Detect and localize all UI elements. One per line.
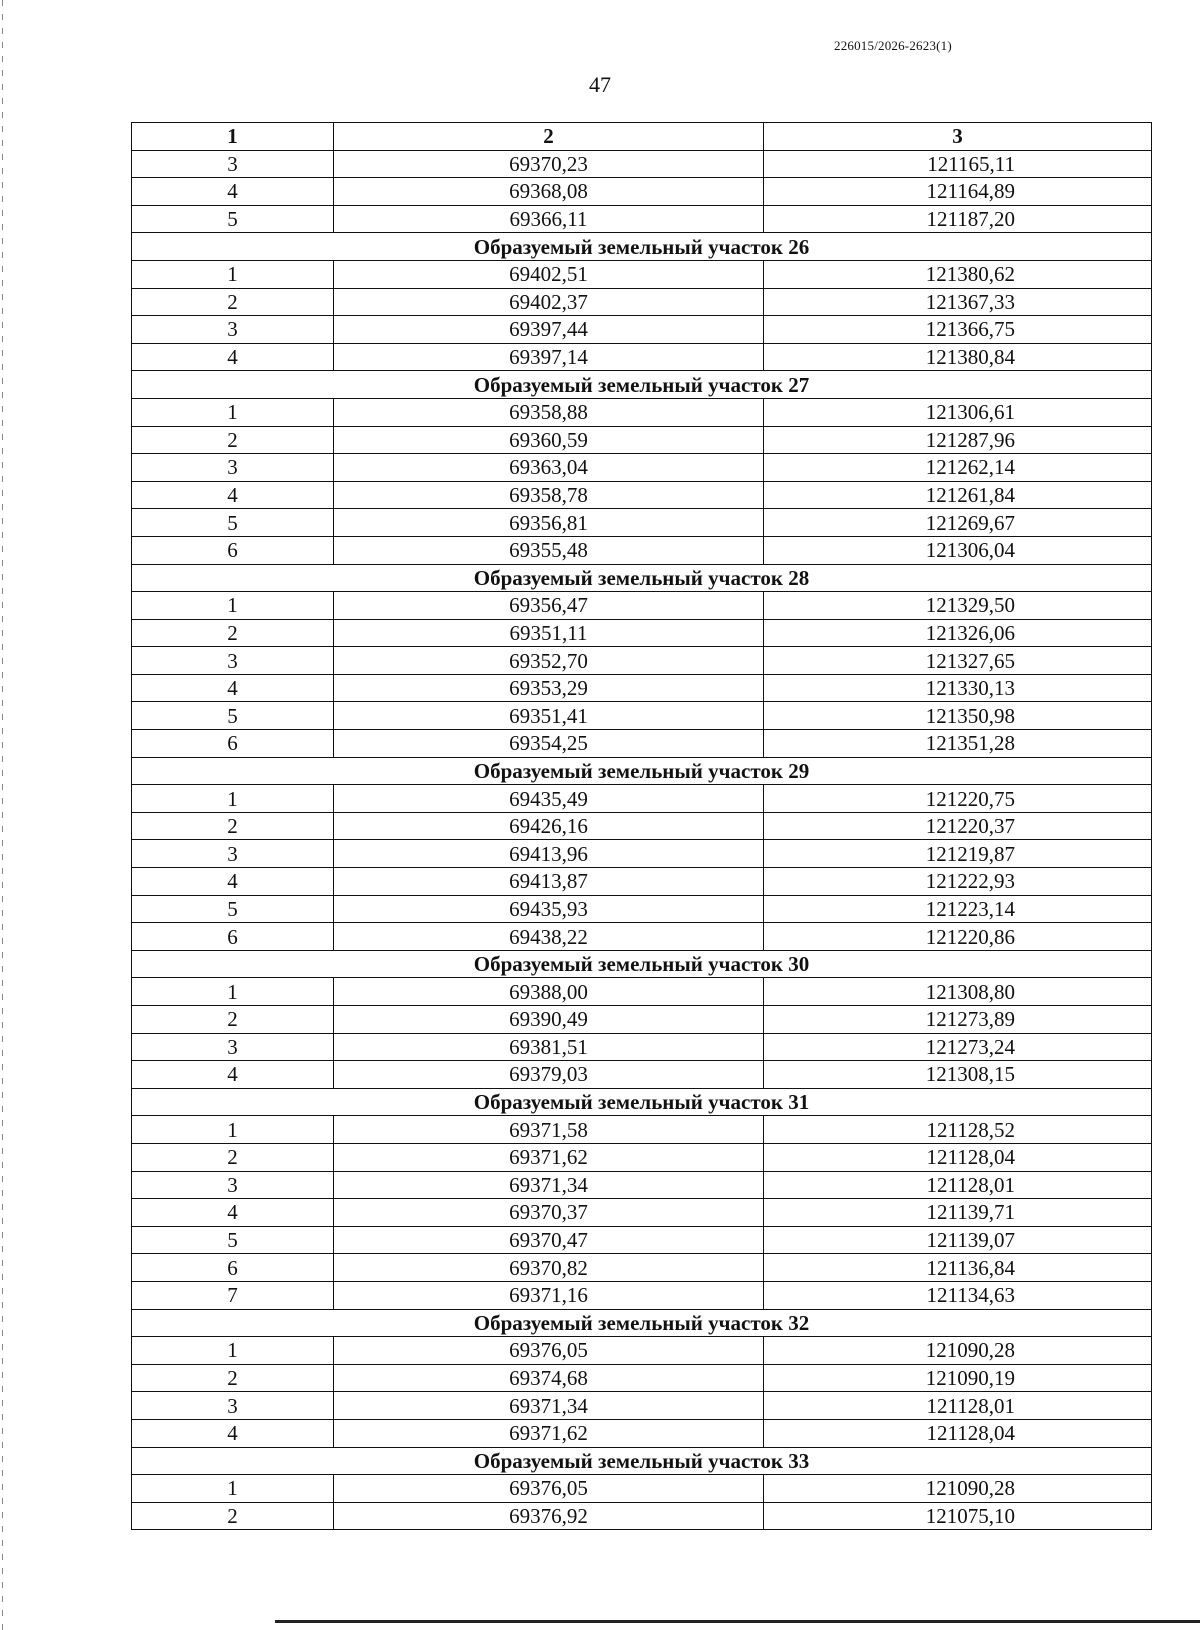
point-number-cell: 4 (132, 178, 334, 206)
y-coordinate-cell: 121329,50 (764, 592, 1152, 620)
y-coordinate-cell: 121128,01 (764, 1171, 1152, 1199)
x-coordinate-cell: 69371,34 (334, 1171, 764, 1199)
x-coordinate-cell: 69371,58 (334, 1116, 764, 1144)
table-row (132, 343, 1152, 371)
x-coordinate-cell: 69388,00 (334, 978, 764, 1006)
x-coordinate-cell: 69352,70 (334, 647, 764, 675)
table-row (132, 1033, 1152, 1061)
y-coordinate-cell: 121219,87 (764, 840, 1152, 868)
x-coordinate-cell: 69370,23 (334, 150, 764, 178)
y-coordinate-cell: 121164,89 (764, 178, 1152, 206)
section-title: Образуемый земельный участок 31 (132, 1088, 1152, 1116)
table-row (132, 1199, 1152, 1227)
table-row (132, 1475, 1152, 1503)
table-row (132, 1116, 1152, 1144)
point-number-cell: 3 (132, 1033, 334, 1061)
y-coordinate-cell: 121261,84 (764, 481, 1152, 509)
section-row (132, 564, 1152, 592)
x-coordinate-cell: 69413,96 (334, 840, 764, 868)
y-coordinate-cell: 121308,80 (764, 978, 1152, 1006)
point-number-cell: 1 (132, 978, 334, 1006)
point-number-cell: 3 (132, 316, 334, 344)
x-coordinate-cell: 69371,34 (334, 1392, 764, 1420)
x-coordinate-cell: 69435,93 (334, 895, 764, 923)
y-coordinate-cell: 121128,04 (764, 1143, 1152, 1171)
y-coordinate-cell: 121287,96 (764, 426, 1152, 454)
x-coordinate-cell: 69402,51 (334, 260, 764, 288)
x-coordinate-cell: 69438,22 (334, 923, 764, 951)
y-coordinate-cell: 121128,04 (764, 1419, 1152, 1447)
table-row (132, 812, 1152, 840)
x-coordinate-cell: 69368,08 (334, 178, 764, 206)
point-number-cell: 3 (132, 840, 334, 868)
point-number-cell: 1 (132, 260, 334, 288)
y-coordinate-cell: 121220,75 (764, 785, 1152, 813)
x-coordinate-cell: 69397,44 (334, 316, 764, 344)
section-title: Образуемый земельный участок 33 (132, 1447, 1152, 1475)
point-number-cell: 2 (132, 1006, 334, 1034)
point-number-cell: 7 (132, 1281, 334, 1309)
x-coordinate-cell: 69363,04 (334, 454, 764, 482)
point-number-cell: 4 (132, 674, 334, 702)
y-coordinate-cell: 121308,15 (764, 1061, 1152, 1089)
section-row (132, 1088, 1152, 1116)
x-coordinate-cell: 69358,78 (334, 481, 764, 509)
point-number-cell: 4 (132, 868, 334, 896)
x-coordinate-cell: 69374,68 (334, 1364, 764, 1392)
table-row (132, 868, 1152, 896)
y-coordinate-cell: 121350,98 (764, 702, 1152, 730)
section-title: Образуемый земельный участок 30 (132, 950, 1152, 978)
table-row (132, 840, 1152, 868)
y-coordinate-cell: 121090,28 (764, 1337, 1152, 1365)
table-row (132, 1226, 1152, 1254)
table-row (132, 619, 1152, 647)
y-coordinate-cell: 121134,63 (764, 1281, 1152, 1309)
y-coordinate-cell: 121220,37 (764, 812, 1152, 840)
point-number-cell: 1 (132, 1116, 334, 1144)
x-coordinate-cell: 69435,49 (334, 785, 764, 813)
point-number-cell: 2 (132, 426, 334, 454)
x-coordinate-cell: 69370,47 (334, 1226, 764, 1254)
section-row (132, 757, 1152, 785)
table-row (132, 150, 1152, 178)
table-row (132, 205, 1152, 233)
x-coordinate-cell: 69381,51 (334, 1033, 764, 1061)
section-row (132, 233, 1152, 261)
point-number-cell: 6 (132, 730, 334, 758)
coordinates-table (131, 122, 1152, 1530)
header-cell-3: 3 (764, 123, 1152, 151)
x-coordinate-cell: 69371,16 (334, 1281, 764, 1309)
y-coordinate-cell: 121306,04 (764, 536, 1152, 564)
point-number-cell: 4 (132, 1199, 334, 1227)
x-coordinate-cell: 69353,29 (334, 674, 764, 702)
y-coordinate-cell: 121090,19 (764, 1364, 1152, 1392)
y-coordinate-cell: 121273,89 (764, 1006, 1152, 1034)
point-number-cell: 4 (132, 343, 334, 371)
table-row (132, 1281, 1152, 1309)
table-row (132, 316, 1152, 344)
document-id: 226015/2026-2623(1) (834, 38, 952, 53)
point-number-cell: 5 (132, 205, 334, 233)
point-number-cell: 1 (132, 398, 334, 426)
y-coordinate-cell: 121306,61 (764, 398, 1152, 426)
header-cell-2: 2 (334, 123, 764, 151)
table-row (132, 592, 1152, 620)
x-coordinate-cell: 69355,48 (334, 536, 764, 564)
x-coordinate-cell: 69376,05 (334, 1475, 764, 1503)
table-row (132, 978, 1152, 1006)
point-number-cell: 2 (132, 1364, 334, 1392)
section-row (132, 950, 1152, 978)
section-title: Образуемый земельный участок 28 (132, 564, 1152, 592)
point-number-cell: 4 (132, 1419, 334, 1447)
point-number-cell: 6 (132, 1254, 334, 1282)
table-row (132, 1143, 1152, 1171)
table-row (132, 1502, 1152, 1530)
table-body (132, 150, 1152, 1530)
x-coordinate-cell: 69356,47 (334, 592, 764, 620)
y-coordinate-cell: 121269,67 (764, 509, 1152, 537)
y-coordinate-cell: 121326,06 (764, 619, 1152, 647)
table-row (132, 454, 1152, 482)
y-coordinate-cell: 121380,84 (764, 343, 1152, 371)
y-coordinate-cell: 121128,01 (764, 1392, 1152, 1420)
table-row (132, 895, 1152, 923)
x-coordinate-cell: 69360,59 (334, 426, 764, 454)
y-coordinate-cell: 121090,28 (764, 1475, 1152, 1503)
table-row (132, 1337, 1152, 1365)
y-coordinate-cell: 121351,28 (764, 730, 1152, 758)
x-coordinate-cell: 69370,82 (334, 1254, 764, 1282)
x-coordinate-cell: 69413,87 (334, 868, 764, 896)
y-coordinate-cell: 121187,20 (764, 205, 1152, 233)
x-coordinate-cell: 69370,37 (334, 1199, 764, 1227)
table-row (132, 178, 1152, 206)
point-number-cell: 4 (132, 1061, 334, 1089)
point-number-cell: 3 (132, 454, 334, 482)
point-number-cell: 2 (132, 1143, 334, 1171)
header-row (132, 123, 1152, 151)
point-number-cell: 3 (132, 1171, 334, 1199)
x-coordinate-cell: 69397,14 (334, 343, 764, 371)
x-coordinate-cell: 69376,92 (334, 1502, 764, 1530)
section-title: Образуемый земельный участок 26 (132, 233, 1152, 261)
x-coordinate-cell: 69354,25 (334, 730, 764, 758)
table-row (132, 730, 1152, 758)
x-coordinate-cell: 69376,05 (334, 1337, 764, 1365)
section-row (132, 1447, 1152, 1475)
point-number-cell: 5 (132, 1226, 334, 1254)
x-coordinate-cell: 69356,81 (334, 509, 764, 537)
x-coordinate-cell: 69371,62 (334, 1143, 764, 1171)
point-number-cell: 6 (132, 536, 334, 564)
y-coordinate-cell: 121327,65 (764, 647, 1152, 675)
section-title: Образуемый земельный участок 29 (132, 757, 1152, 785)
section-title: Образуемый земельный участок 27 (132, 371, 1152, 399)
table-row (132, 647, 1152, 675)
point-number-cell: 1 (132, 1337, 334, 1365)
table-row (132, 260, 1152, 288)
y-coordinate-cell: 121165,11 (764, 150, 1152, 178)
x-coordinate-cell: 69371,62 (334, 1419, 764, 1447)
point-number-cell: 4 (132, 481, 334, 509)
scan-edge-mark (2, 0, 3, 1630)
y-coordinate-cell: 121330,13 (764, 674, 1152, 702)
table-row (132, 923, 1152, 951)
point-number-cell: 2 (132, 288, 334, 316)
point-number-cell: 5 (132, 702, 334, 730)
table-row (132, 702, 1152, 730)
table-row (132, 1392, 1152, 1420)
section-title: Образуемый земельный участок 32 (132, 1309, 1152, 1337)
x-coordinate-cell: 69366,11 (334, 205, 764, 233)
y-coordinate-cell: 121262,14 (764, 454, 1152, 482)
point-number-cell: 2 (132, 619, 334, 647)
point-number-cell: 1 (132, 1475, 334, 1503)
y-coordinate-cell: 121380,62 (764, 260, 1152, 288)
point-number-cell: 3 (132, 150, 334, 178)
table-row (132, 509, 1152, 537)
y-coordinate-cell: 121139,07 (764, 1226, 1152, 1254)
x-coordinate-cell: 69351,11 (334, 619, 764, 647)
x-coordinate-cell: 69402,37 (334, 288, 764, 316)
point-number-cell: 1 (132, 785, 334, 813)
x-coordinate-cell: 69390,49 (334, 1006, 764, 1034)
y-coordinate-cell: 121222,93 (764, 868, 1152, 896)
point-number-cell: 3 (132, 1392, 334, 1420)
table-row (132, 398, 1152, 426)
bottom-scan-rule (275, 1620, 1200, 1623)
table-row (132, 1061, 1152, 1089)
y-coordinate-cell: 121136,84 (764, 1254, 1152, 1282)
table-row (132, 426, 1152, 454)
table-row (132, 1254, 1152, 1282)
point-number-cell: 6 (132, 923, 334, 951)
table-row (132, 288, 1152, 316)
section-row (132, 371, 1152, 399)
x-coordinate-cell: 69358,88 (334, 398, 764, 426)
table-header (132, 123, 1152, 151)
x-coordinate-cell: 69426,16 (334, 812, 764, 840)
x-coordinate-cell: 69379,03 (334, 1061, 764, 1089)
table-row (132, 536, 1152, 564)
point-number-cell: 5 (132, 509, 334, 537)
y-coordinate-cell: 121273,24 (764, 1033, 1152, 1061)
y-coordinate-cell: 121220,86 (764, 923, 1152, 951)
table-row (132, 481, 1152, 509)
table-row (132, 1006, 1152, 1034)
y-coordinate-cell: 121128,52 (764, 1116, 1152, 1144)
section-row (132, 1309, 1152, 1337)
y-coordinate-cell: 121223,14 (764, 895, 1152, 923)
point-number-cell: 3 (132, 647, 334, 675)
table-row (132, 1419, 1152, 1447)
y-coordinate-cell: 121367,33 (764, 288, 1152, 316)
table-row (132, 1171, 1152, 1199)
point-number-cell: 2 (132, 1502, 334, 1530)
point-number-cell: 2 (132, 812, 334, 840)
y-coordinate-cell: 121366,75 (764, 316, 1152, 344)
x-coordinate-cell: 69351,41 (334, 702, 764, 730)
header-cell-1: 1 (132, 123, 334, 151)
y-coordinate-cell: 121075,10 (764, 1502, 1152, 1530)
table-row (132, 785, 1152, 813)
table-row (132, 1364, 1152, 1392)
table-row (132, 674, 1152, 702)
point-number-cell: 1 (132, 592, 334, 620)
y-coordinate-cell: 121139,71 (764, 1199, 1152, 1227)
page-number: 47 (589, 72, 611, 97)
point-number-cell: 5 (132, 895, 334, 923)
